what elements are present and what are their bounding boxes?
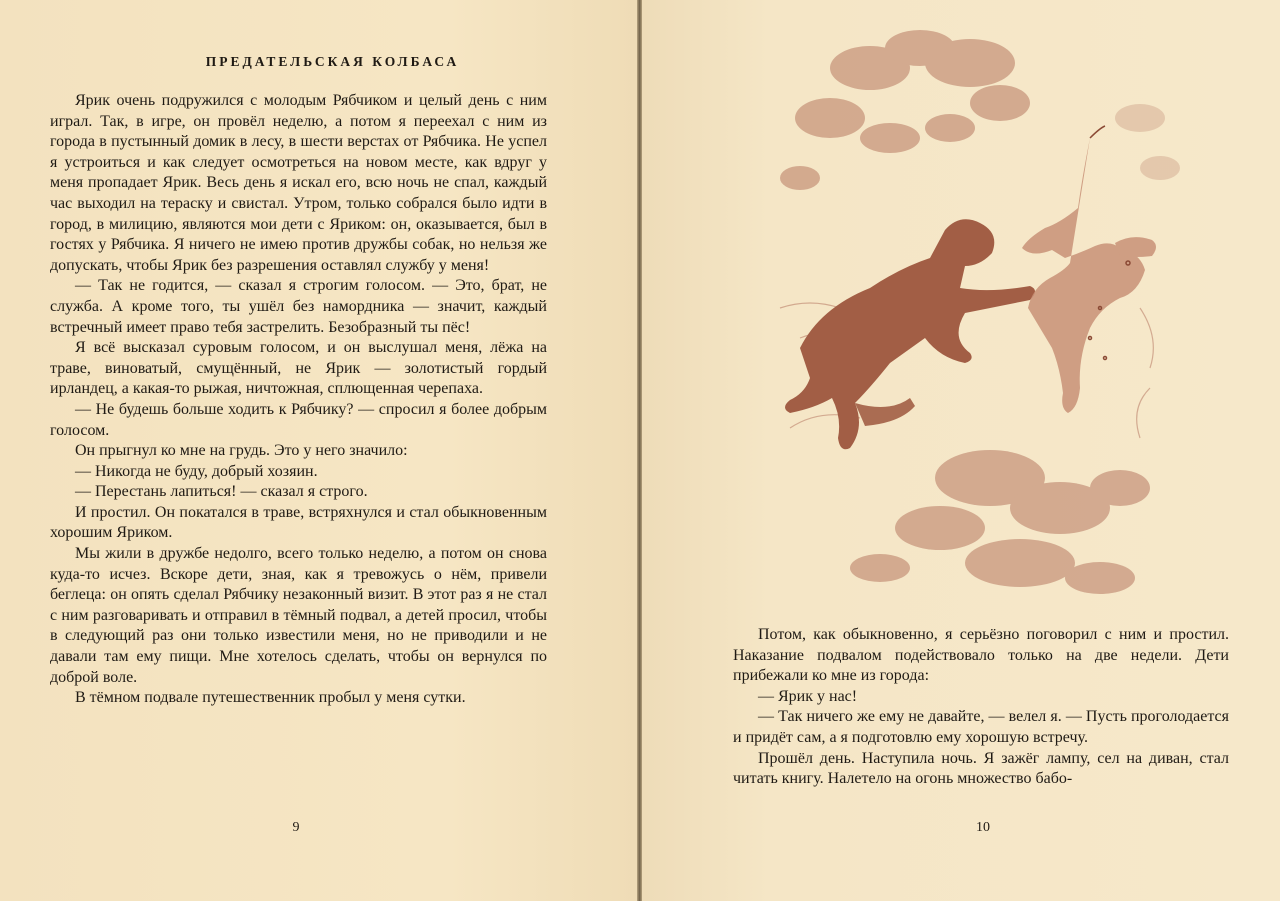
paragraph: Ярик очень подружился с молодым Рябчиком и целый день с ним играл. Так, в игре, он провёл неделю, а потом я переехал с ним из города в пустынный домик в лесу, в шести верстах от Рябчика. Не успел я устроиться и как следует осмотреться на новом месте, как вдруг у меня пропадает Ярик. Весь день я искал его, всю ночь не спал, каждый час выходил на тераску и свистал. Утром, только собрался было идти в город, в милицию, являются мои дети с Яриком: он, оказывается, был в гостях у Рябчика. Я ничего не имею против дружбы собак, но нельзя же допускать, чтобы Ярик без разрешения оставлял службу у меня! <box>50 92 547 274</box>
left-page <box>0 0 637 901</box>
paragraph: В тёмном подвале путешественник пробыл у меня сутки. <box>75 689 466 707</box>
paragraph: — Так не годится, — сказал я строгим голосом. — Это, брат, не служба. А кроме того, ты ушёл без намордника — значит, каждый встречный имеет право тебя застрелить. Безобразный ты пёс! <box>50 277 547 336</box>
paragraph: — Так ничего же ему не давайте, — велел я. — Пусть проголодается и придёт сам, а я подготовлю ему хорошую встречу. <box>733 708 1229 746</box>
chapter-title: ПРЕДАТЕЛЬСКАЯ КОЛБАСА <box>205 54 460 69</box>
paragraph: — Никогда не буду, добрый хозяин. <box>75 462 318 480</box>
paragraph: Он прыгнул ко мне на грудь. Это у него значило: <box>75 442 408 460</box>
paragraph: — Перестань лапиться! — сказал я строго. <box>75 483 368 501</box>
paragraph: — Не будешь больше ходить к Рябчику? — спросил я более добрым голосом. <box>50 400 547 439</box>
two-dogs-illustration <box>760 8 1200 608</box>
page-number-right: 10 <box>976 820 990 835</box>
right-page-text <box>733 625 1229 790</box>
paragraph: — Ярик у нас! <box>758 687 858 705</box>
paragraph: Мы жили в дружбе недолго, всего только неделю, а потом он снова куда-то исчез. Вскоре дети, зная, как я тревожусь о нём, привели беглеца: он опять сделал Рябчику незаконный визит. В этот раз я не стал с ним разговаривать и отправил в тёмный подвал, а детей просил, чтобы в следующий раз они только известили меня, но не приводили и не давали там ему пищи. Мне хотелось сделать, чтобы он вернулся по доброй воле. <box>50 545 547 686</box>
paragraph: Прошёл день. Наступила ночь. Я зажёг лампу, сел на диван, стал читать книгу. Налетело на огонь множество бабо- <box>733 749 1229 788</box>
paragraph: И простил. Он покатался в траве, встряхнулся и стал обыкновенным хорошим Яриком. <box>50 503 547 542</box>
paragraph: Я всё высказал суровым голосом, и он выслушал меня, лёжа на траве, виноватый, смущённый, не Ярик — золотистый гордый ирландец, а какая-то рыжая, ничтожная, сплющенная черепаха. <box>50 339 547 398</box>
paragraph: Потом, как обыкновенно, я серьёзно поговорил с ним и простил. Наказание подвалом подействовало только на две недели. Дети прибежали ко мне из города: <box>733 626 1229 685</box>
page-number-left: 9 <box>292 820 300 835</box>
left-page-text <box>50 91 547 709</box>
